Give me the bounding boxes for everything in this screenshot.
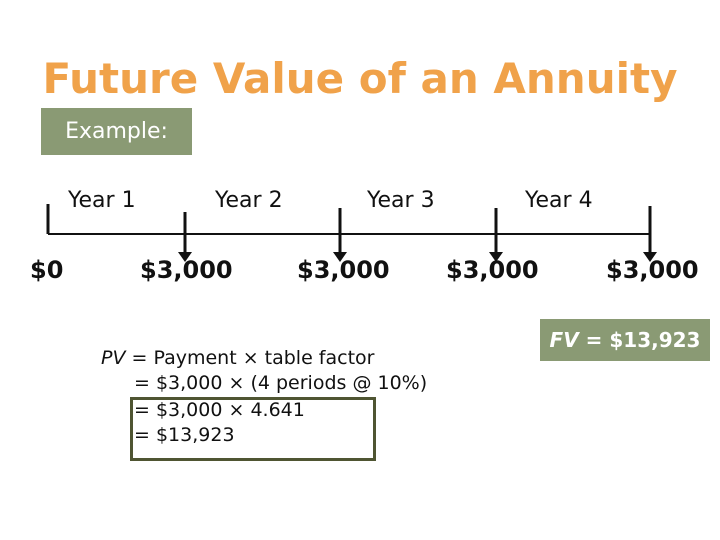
fv-variable: FV [549, 328, 579, 352]
amount-year-3: $3,000 [446, 256, 539, 284]
slide-title: Future Value of an Annuity [42, 54, 678, 103]
amount-year-0: $0 [30, 256, 64, 284]
formula-line-1-text: = Payment × table factor [125, 347, 375, 369]
year-3-label: Year 3 [367, 188, 435, 213]
example-badge: Example: [41, 108, 192, 155]
amount-year-4: $3,000 [606, 256, 699, 284]
formula-line-4: = $13,923 [134, 424, 235, 446]
fv-value: = $13,923 [578, 328, 701, 352]
result-highlight-box [130, 397, 376, 461]
pv-variable: PV [101, 347, 126, 369]
year-1-label: Year 1 [68, 188, 136, 213]
future-value-badge [540, 319, 710, 361]
year-2-label: Year 2 [215, 188, 283, 213]
formula-line-3: = $3,000 × 4.641 [134, 399, 305, 421]
year-4-label: Year 4 [525, 188, 593, 213]
amount-year-2: $3,000 [297, 256, 390, 284]
formula-line-1 [101, 346, 374, 371]
formula-line-2: = $3,000 × (4 periods @ 10%) [134, 372, 428, 394]
amount-year-1: $3,000 [140, 256, 233, 284]
